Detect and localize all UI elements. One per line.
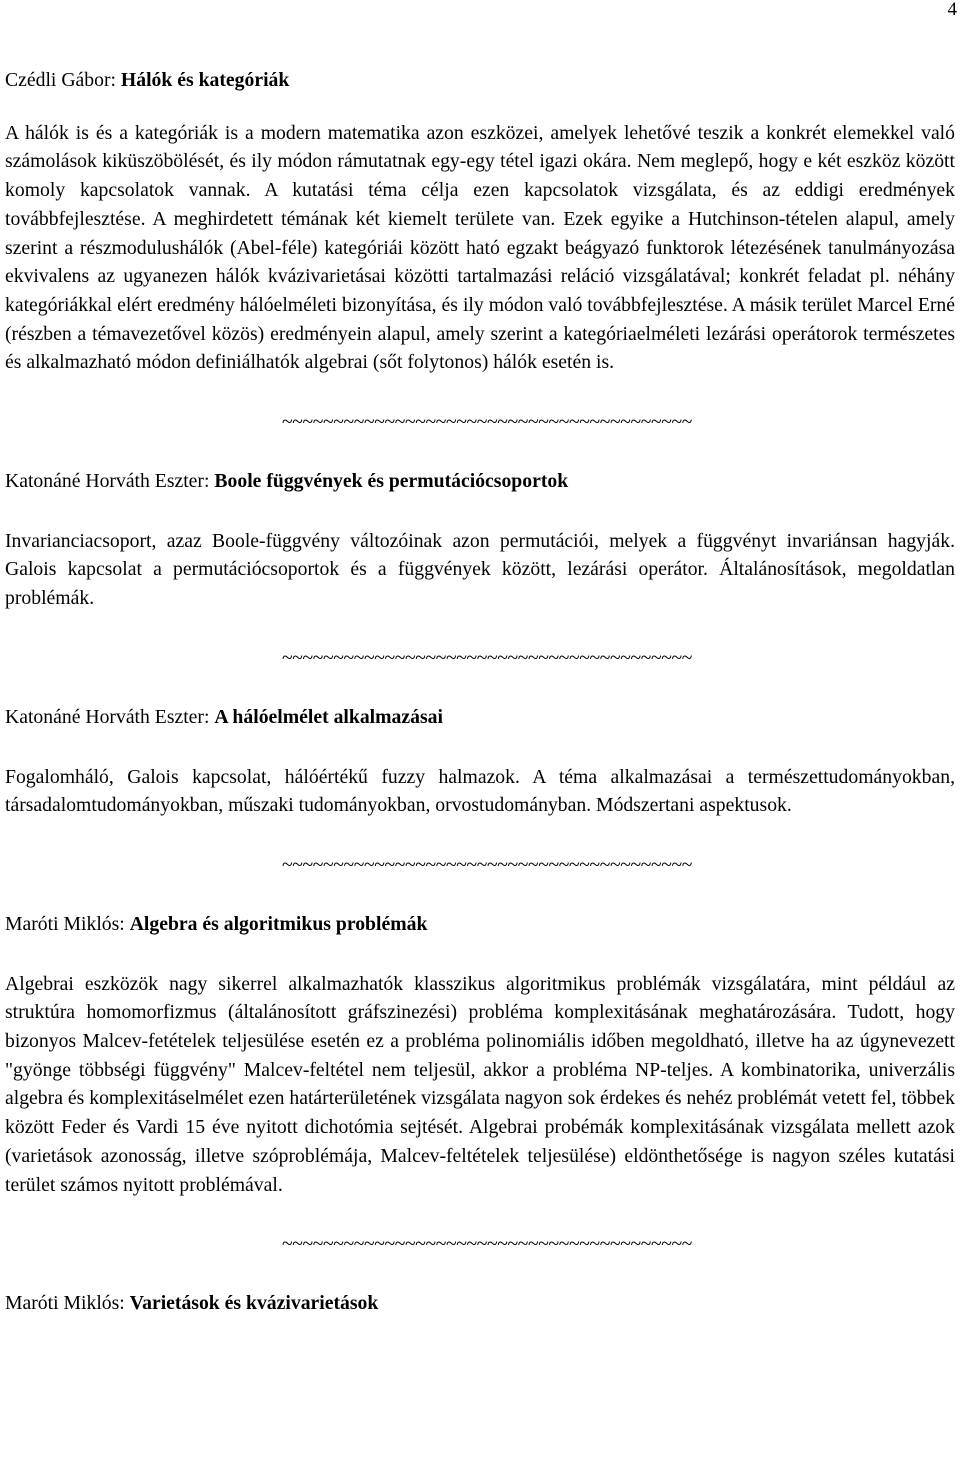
section-title bbox=[5, 1289, 955, 1318]
section-separator: ~~~~~~~~~~~~~~~~~~~~~~~~~~~~~~~~~~~~~~~~ bbox=[282, 411, 693, 434]
section-separator: ~~~~~~~~~~~~~~~~~~~~~~~~~~~~~~~~~~~~~~~~ bbox=[282, 646, 693, 669]
topic-title: Boole függvények és permutációcsoportok bbox=[214, 470, 569, 493]
topic-title: Hálók és kategóriák bbox=[120, 69, 290, 91]
section-separator: ~~~~~~~~~~~~~~~~~~~~~~~~~~~~~~~~~~~~~~~~ bbox=[282, 1233, 693, 1256]
topic-title: Varietások és kvázivarietások bbox=[129, 1292, 379, 1315]
author-name: Katonáné Horváth Eszter: bbox=[5, 705, 215, 728]
section-separator: ~~~~~~~~~~~~~~~~~~~~~~~~~~~~~~~~~~~~~~~~ bbox=[282, 853, 693, 876]
section-paragraph: Fogalomháló, Galois kapcsolat, hálóértékű fuzzy halmazok. A téma alkalmazásai a természettudományokban, társadalomtudományokban, műszaki tudományokban, orvostudományban. Módszertani aspektusok. bbox=[5, 765, 955, 817]
section-title bbox=[5, 910, 955, 939]
section-paragraph: Algebrai eszközök nagy sikerrel alkalmazhatók klasszikus algoritmikus problémák vizsgálatára, mint például az struktúra homomorfizmus (általánosított gráfszinezési) probléma komplexitásának meghatározására. Tudott, hogy bizonyos Malcev-fetételek teljesülése esetén ez a probléma polinomiális időben megoldható, illetve ha az úgynevezett "gyönge többségi függvény" Malcev-feltétel nem teljesül, akkor a probléma NP-teljes. A kombinatorika, univerzális algebra és komplexitáselmélet ezen határterületének vizsgálata nagyon sok érdekes és nehéz problémát vetett fel, többek között Feder és Vardi 15 éve nyitott dichotómia sejtését. Algebrai probémák komplexitásának vizsgálata mellett azok (varietások azonosság, illetve szóproblémája, Malcev-feltételek teljesülése) eldönthetősége is nagyon széles kutatási terület számos nyitott problémával. bbox=[5, 972, 955, 1196]
section-title bbox=[5, 703, 955, 732]
section-title bbox=[5, 66, 955, 95]
section-paragraph: Invarianciacsoport, azaz Boole-függvény változóinak azon permutációi, melyek a függvényt invariánsan hagyják. Galois kapcsolat a permutációcsoportok és a függvények között, lezárási operátor. Általánosítások, megoldatlan problémák. bbox=[5, 529, 955, 610]
document-body bbox=[5, 66, 955, 1318]
section-title bbox=[5, 467, 955, 496]
section-paragraph: A hálók is és a kategóriák is a modern matematika azon eszközei, amelyek lehetővé teszik a konkrét elemekkel való számolások kiküszöbölését, és ily módon rámutatnak egy-egy tétel igazi okára. Nem meglepő, hogy e két eszköz között komoly kapcsolatok vannak. A kutatási téma célja ezen kapcsolatok vizsgálata, és az eddigi eredmények továbbfejlesztése. A meghirdetett témának két kiemelt területe van. Ezek egyike a Hutchinson-tételen alapul, amely szerint a részmodulushálók (Abel-féle) kategóriái között ható egzakt beágyazó funktorok létezésének tanulmányozása ekvivalens az ugyanezen hálók kvázivarietásai közötti tartalmazási reláció vizsgálatával; konkrét feladat pl. néhány kategóriákkal elért eredmény hálóelméleti bizonyítása, és ily módon való továbbfejlesztése. A másik terület Marcel Erné (részben a témavezetővel közös) eredményein alapul, amely szerint a kategóriaelméleti lezárási operátorok természetes és alkalmazható módon definiálhatók algebrai (sőt folytonos) hálók esetén is. bbox=[5, 121, 955, 374]
author-name: Maróti Miklós: bbox=[5, 912, 130, 935]
page-number: 4 bbox=[947, 0, 957, 20]
author-name: Czédli Gábor: bbox=[5, 69, 121, 91]
topic-title: A hálóelmélet alkalmazásai bbox=[214, 705, 443, 728]
author-name: Maróti Miklós: bbox=[5, 1292, 130, 1315]
topic-title: Algebra és algoritmikus problémák bbox=[129, 912, 428, 935]
author-name: Katonáné Horváth Eszter: bbox=[5, 470, 215, 493]
